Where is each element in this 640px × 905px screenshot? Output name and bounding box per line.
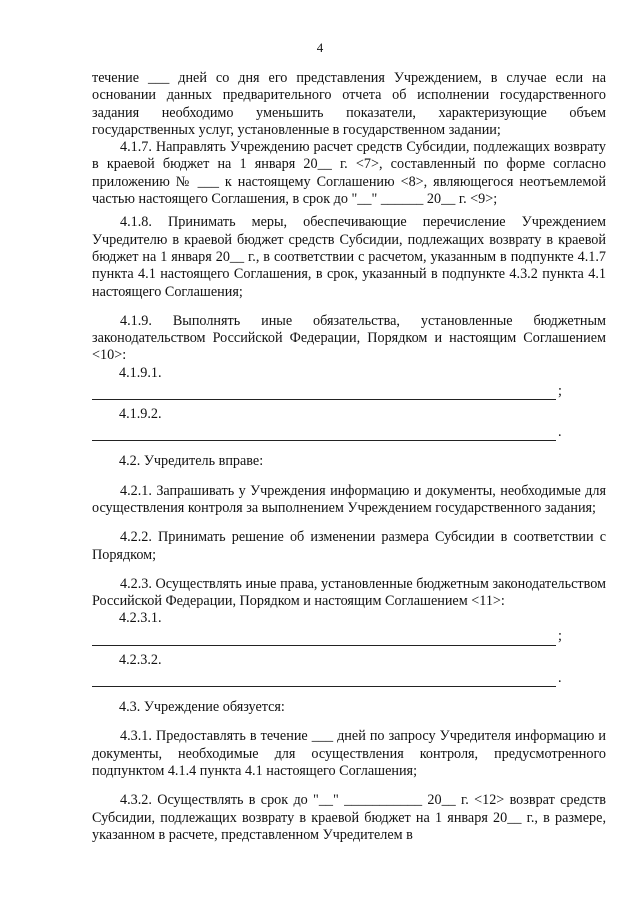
underline-field <box>92 388 556 400</box>
document-body <box>92 70 606 844</box>
line-end-punct: . <box>558 424 562 441</box>
paragraph: 4.1.9.2. <box>119 406 162 423</box>
paragraph: 4.3.1. Предоставлять в течение ___ дней по запросу Учредителя информацию и документы, необходимые для осуществления контроля, предусмотренного подпунктом 4.1.4 пункта 4.1 настоящего Соглашения; <box>92 728 606 779</box>
line-end-punct: ; <box>558 628 562 645</box>
paragraph: течение ___ дней со дня его представления Учреждением, в случае если на основании данных предварительного отчета об исполнении государственного задания необходимо уменьшить показатели, характеризующие объем государственных услуг, установленные в государственном задании; <box>92 70 606 138</box>
page-number: 4 <box>316 40 324 55</box>
paragraph: 4.2. Учредитель вправе: <box>119 453 264 470</box>
paragraph: 4.2.3.2. <box>119 651 162 668</box>
paragraph: 4.1.8. Принимать меры, обеспечивающие перечисление Учреждением Учредителю в краевой бюджет средств Субсидии, подлежащих возврату в краевой бюджет на 1 января 20__ г., в соответствии с расчетом, указанным в подпункте 4.1.7 пункта 4.1 настоящего Соглашения, в срок, указанный в подпункте 4.3.2 пункта 4.1 настоящего Соглашения; <box>92 214 606 300</box>
paragraph: 4.1.9. Выполнять иные обязательства, установленные бюджетным законодательством Российской Федерации, Порядком и настоящим Соглашением <10>: <box>92 312 606 364</box>
paragraph: 4.2.1. Запрашивать у Учреждения информацию и документы, необходимые для осуществления контроля за выполнением Учреждением государственного задания; <box>92 482 606 516</box>
underline-field <box>92 675 556 687</box>
paragraph: 4.1.7. Направлять Учреждению расчет средств Субсидии, подлежащих возврату в краевой бюджет на 1 января 20__ г. <7>, составленный по форме согласно приложению № ___ к настоящему Соглашению <8>, являющегося неотъемлемой частью настоящего Соглашения, в срок до "__" ______ 20__ г. <9>; <box>92 139 606 208</box>
line-end-punct: ; <box>558 382 562 399</box>
blank-line <box>92 384 606 400</box>
underline-field <box>92 634 556 646</box>
paragraph: 4.2.3. Осуществлять иные права, установленные бюджетным законодательством Российской Федерации, Порядком и настоящим Соглашением <11>: <box>92 575 606 610</box>
paragraph: 4.1.9.1. <box>119 364 162 381</box>
paragraph: 4.3.2. Осуществлять в срок до "__" ___________ 20__ г. <12> возврат средств Субсидии, подлежащих возврату в краевой бюджет на 1 января 20__ г., в размере, указанном в расчете, представленном Учредителем в <box>92 792 606 843</box>
blank-line <box>92 630 606 646</box>
paragraph: 4.2.2. Принимать решение об изменении размера Субсидии в соответствии с Порядком; <box>92 529 606 563</box>
blank-line <box>92 671 606 687</box>
paragraph: 4.3. Учреждение обязуется: <box>119 699 285 716</box>
paragraph: 4.2.3.1. <box>119 610 162 627</box>
underline-field <box>92 429 556 441</box>
line-end-punct: . <box>558 669 562 686</box>
blank-line <box>92 425 606 441</box>
